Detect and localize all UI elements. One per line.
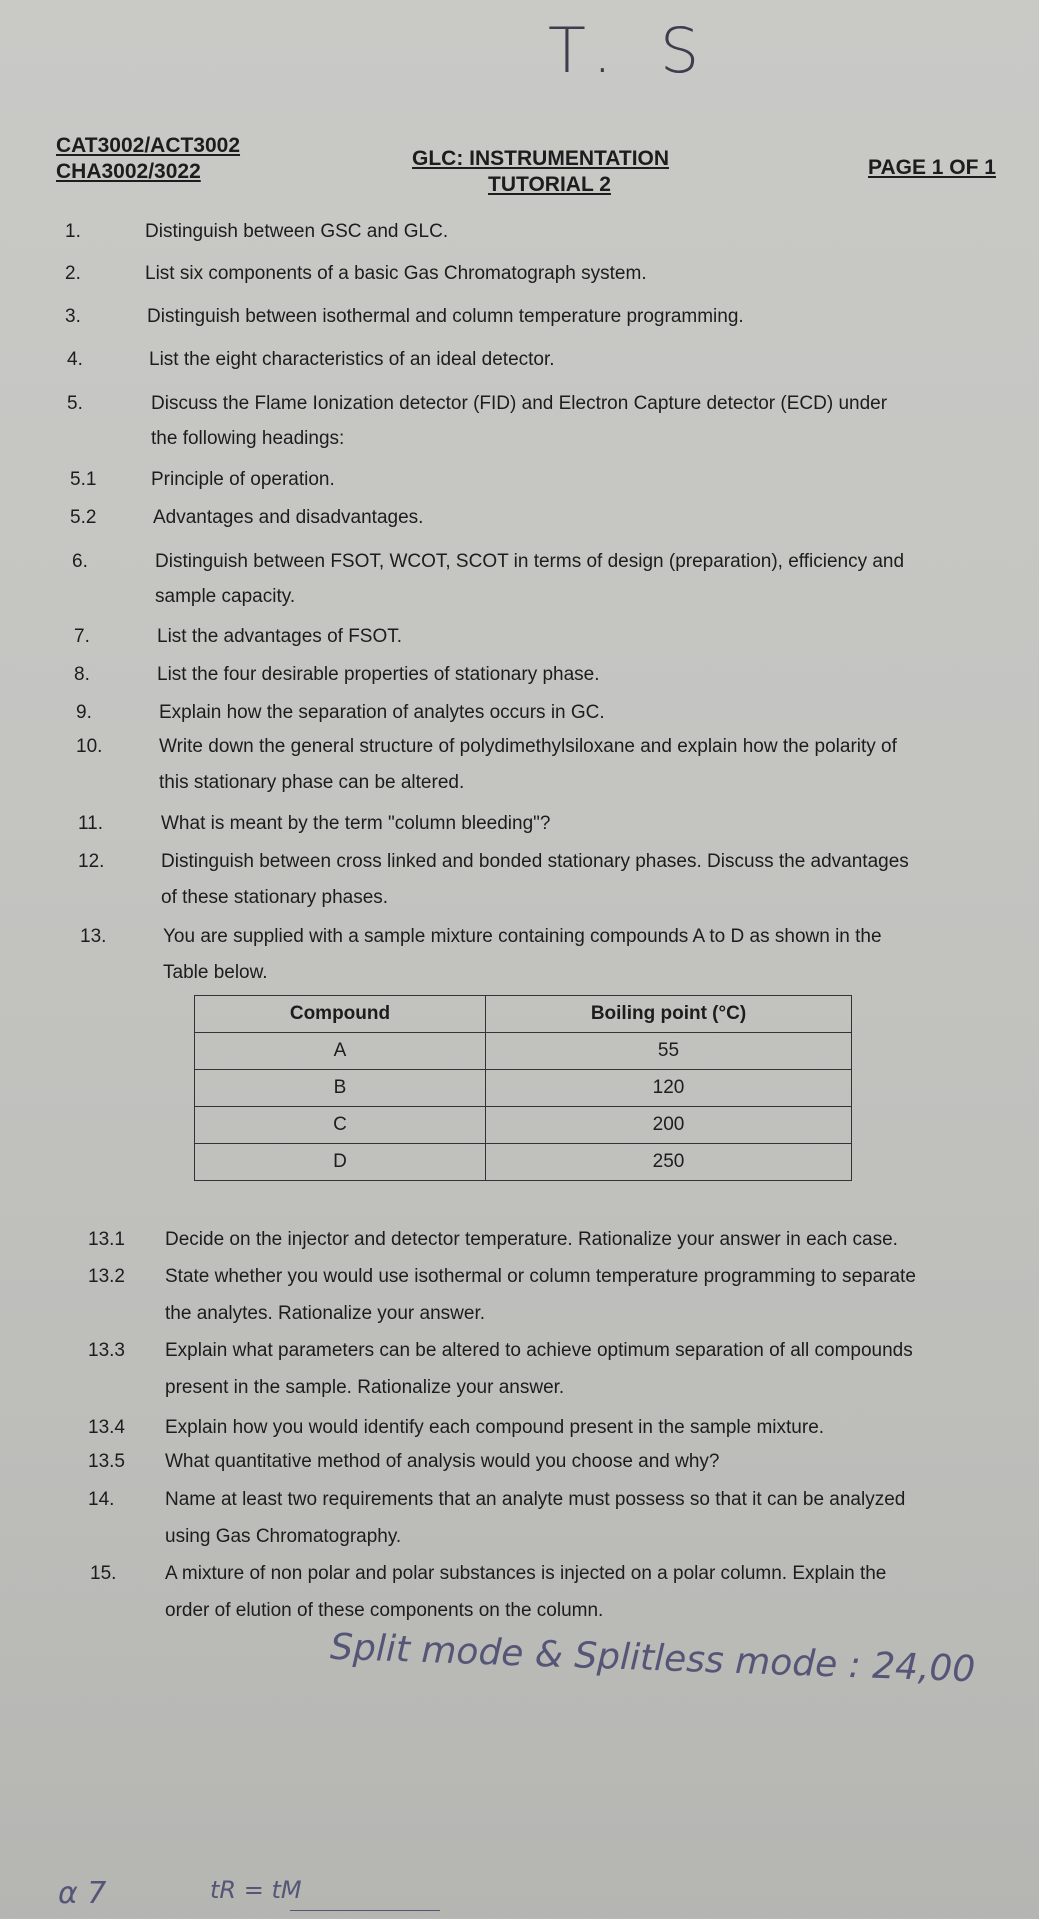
question-number: 13.4 <box>88 1417 125 1438</box>
table-cell-compound: B <box>195 1070 486 1107</box>
question-text: Distinguish between isothermal and column temperature programming. <box>147 306 744 327</box>
table-cell-boiling-point: 120 <box>486 1070 852 1107</box>
question-number: 13.3 <box>88 1340 125 1361</box>
question-text: Distinguish between cross linked and bonded stationary phases. Discuss the advantages <box>161 851 909 872</box>
question-text: Name at least two requirements that an analyte must possess so that it can be analyzed <box>165 1489 906 1510</box>
question-text: A mixture of non polar and polar substances is injected on a polar column. Explain the <box>165 1563 887 1584</box>
table-row <box>195 1107 852 1144</box>
question-number: 14. <box>88 1489 115 1510</box>
question-number: 8. <box>74 664 90 685</box>
question-text: You are supplied with a sample mixture containing compounds A to D as shown in the <box>163 926 882 947</box>
compound-table <box>194 995 852 1181</box>
question-text: sample capacity. <box>155 586 296 607</box>
handwritten-footer-formula: tR = tM <box>210 1876 302 1904</box>
question-text: List the four desirable properties of stationary phase. <box>157 664 600 685</box>
handwritten-underline <box>290 1910 440 1911</box>
question-text: Distinguish between FSOT, WCOT, SCOT in terms of design (preparation), efficiency and <box>155 551 905 572</box>
question-text: List six components of a basic Gas Chromatograph system. <box>145 263 647 284</box>
question-text: Advantages and disadvantages. <box>153 507 424 528</box>
question-text: the following headings: <box>151 428 345 449</box>
table-cell-boiling-point: 200 <box>486 1107 852 1144</box>
table-cell-boiling-point: 55 <box>486 1033 852 1070</box>
question-text: Distinguish between GSC and GLC. <box>145 221 449 242</box>
table-header-boiling-point: Boiling point (°C) <box>486 996 852 1033</box>
question-text: Explain what parameters can be altered to achieve optimum separation of all compounds <box>165 1340 913 1361</box>
table-cell-compound: D <box>195 1144 486 1181</box>
table-cell-compound: A <box>195 1033 486 1070</box>
question-text: Explain how you would identify each compound present in the sample mixture. <box>165 1417 825 1438</box>
question-number: 5.2 <box>70 507 97 528</box>
question-text: order of elution of these components on the column. <box>165 1600 604 1621</box>
question-number: 9. <box>76 702 92 723</box>
question-text: What is meant by the term "column bleeding"? <box>161 813 551 834</box>
question-number: 11. <box>78 813 104 834</box>
question-text: Table below. <box>163 962 268 983</box>
question-text: the analytes. Rationalize your answer. <box>165 1303 486 1324</box>
question-number: 4. <box>67 349 83 370</box>
question-number: 7. <box>74 626 90 647</box>
question-text: List the eight characteristics of an ideal detector. <box>149 349 555 370</box>
handwritten-note: Split mode & Splitless mode : 24,00 <box>329 1626 976 1691</box>
table-header-compound: Compound <box>195 996 486 1033</box>
question-number: 5. <box>67 393 83 414</box>
course-code-line1: CAT3002/ACT3002 <box>56 134 241 157</box>
document-title: GLC: INSTRUMENTATION <box>412 147 670 170</box>
question-text: Decide on the injector and detector temperature. Rationalize your answer in each case. <box>165 1229 898 1250</box>
question-text: Write down the general structure of polydimethylsiloxane and explain how the polarity of <box>159 736 897 757</box>
course-code-line2: CHA3002/3022 <box>56 160 201 183</box>
table-row <box>195 1070 852 1107</box>
question-text: Explain how the separation of analytes occurs in GC. <box>159 702 605 723</box>
question-number: 15. <box>90 1563 117 1584</box>
question-number: 13.2 <box>88 1266 125 1287</box>
document-subtitle: TUTORIAL 2 <box>488 173 611 196</box>
table-row <box>195 1033 852 1070</box>
page-number: PAGE 1 OF 1 <box>868 156 996 179</box>
question-number: 13.1 <box>88 1229 125 1250</box>
table-header-row <box>195 996 852 1033</box>
question-number: 2. <box>65 263 81 284</box>
question-text: List the advantages of FSOT. <box>157 626 403 647</box>
question-text: present in the sample. Rationalize your answer. <box>165 1377 565 1398</box>
table-cell-compound: C <box>195 1107 486 1144</box>
question-number: 10. <box>76 736 103 757</box>
question-number: 13. <box>80 926 107 947</box>
question-text: this stationary phase can be altered. <box>159 772 465 793</box>
question-number: 5.1 <box>70 469 97 490</box>
question-text: Principle of operation. <box>151 469 335 490</box>
question-number: 6. <box>72 551 88 572</box>
question-text: What quantitative method of analysis would you choose and why? <box>165 1451 720 1472</box>
question-text: using Gas Chromatography. <box>165 1526 402 1547</box>
handwritten-initials: T. S <box>548 14 714 87</box>
question-text: of these stationary phases. <box>161 887 389 908</box>
question-number: 3. <box>65 306 81 327</box>
question-text: State whether you would use isothermal or column temperature programming to separate <box>165 1266 916 1287</box>
question-number: 12. <box>78 851 105 872</box>
table-row <box>195 1144 852 1181</box>
question-text: Discuss the Flame Ionization detector (FID) and Electron Capture detector (ECD) under <box>151 393 888 414</box>
question-number: 1. <box>65 221 81 242</box>
table-cell-boiling-point: 250 <box>486 1144 852 1181</box>
handwritten-footer-left: α 7 <box>58 1876 107 1911</box>
question-number: 13.5 <box>88 1451 125 1472</box>
